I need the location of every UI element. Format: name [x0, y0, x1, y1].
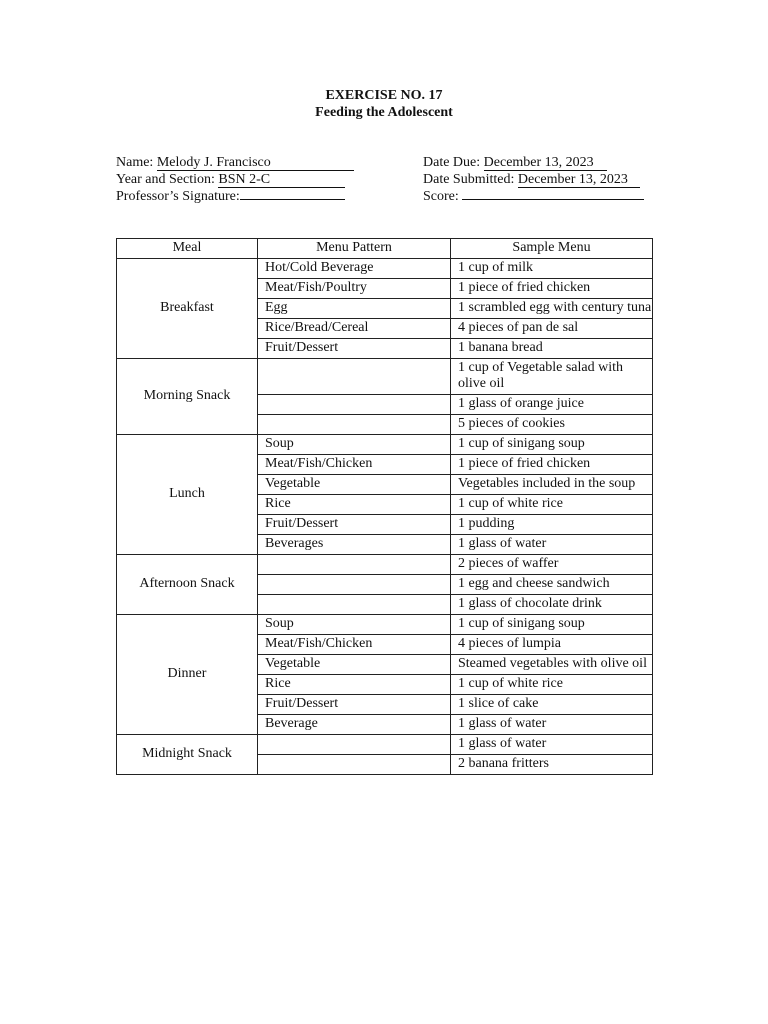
menu-pattern-cell: Soup [258, 614, 451, 634]
menu-pattern-cell: Egg [258, 298, 451, 318]
meal-name-cell: Afternoon Snack [117, 554, 258, 614]
sample-menu-cell: 2 banana fritters [451, 754, 653, 774]
table-row [117, 258, 653, 278]
sample-menu-cell: 1 cup of sinigang soup [451, 614, 653, 634]
header-sample-menu: Sample Menu [451, 239, 653, 259]
menu-pattern-cell [258, 554, 451, 574]
table-row [117, 734, 653, 754]
menu-pattern-cell: Soup [258, 434, 451, 454]
table-row [117, 358, 653, 394]
exercise-subtitle: Feeding the Adolescent [315, 105, 453, 120]
menu-pattern-cell: Vegetable [258, 654, 451, 674]
professor-signature-value[interactable] [240, 199, 345, 200]
menu-pattern-cell: Fruit/Dessert [258, 514, 451, 534]
name-field [116, 154, 354, 171]
date-submitted-label: Date Submitted: [423, 172, 518, 187]
date-submitted-field [423, 171, 640, 188]
menu-pattern-cell [258, 358, 451, 394]
menu-pattern-cell: Fruit/Dessert [258, 338, 451, 358]
meal-name-cell: Dinner [117, 614, 258, 734]
exercise-title: EXERCISE NO. 17 [325, 88, 443, 103]
sample-menu-cell: 1 cup of milk [451, 258, 653, 278]
score-field [423, 188, 644, 205]
sample-menu-cell: 1 glass of water [451, 734, 653, 754]
menu-pattern-cell [258, 754, 451, 774]
table-header-row [117, 239, 653, 259]
menu-pattern-cell: Vegetable [258, 474, 451, 494]
sample-menu-cell: 1 glass of orange juice [451, 394, 653, 414]
sample-menu-cell: 1 pudding [451, 514, 653, 534]
meal-name-cell: Midnight Snack [117, 734, 258, 774]
menu-pattern-cell: Meat/Fish/Chicken [258, 634, 451, 654]
date-due-value[interactable]: December 13, 2023 [484, 155, 607, 171]
year-section-field [116, 171, 345, 188]
sample-menu-cell: 1 glass of water [451, 714, 653, 734]
date-submitted-value[interactable]: December 13, 2023 [518, 172, 640, 188]
menu-pattern-cell: Meat/Fish/Poultry [258, 278, 451, 298]
menu-pattern-cell [258, 594, 451, 614]
date-due-field [423, 154, 607, 171]
sample-menu-cell: 1 egg and cheese sandwich [451, 574, 653, 594]
sample-menu-cell: 1 glass of chocolate drink [451, 594, 653, 614]
score-value[interactable] [462, 199, 644, 200]
menu-pattern-cell: Beverage [258, 714, 451, 734]
meal-name-cell: Lunch [117, 434, 258, 554]
table-row [117, 614, 653, 634]
year-section-value[interactable]: BSN 2-C [218, 172, 345, 188]
sample-menu-cell: Steamed vegetables with olive oil [451, 654, 653, 674]
sample-menu-cell: 1 cup of white rice [451, 494, 653, 514]
sample-menu-cell: 1 scrambled egg with century tuna [451, 298, 653, 318]
name-label: Name: [116, 155, 157, 170]
sample-menu-cell: 1 cup of sinigang soup [451, 434, 653, 454]
menu-pattern-cell: Rice [258, 494, 451, 514]
menu-pattern-cell: Fruit/Dessert [258, 694, 451, 714]
menu-pattern-cell [258, 574, 451, 594]
sample-menu-cell: 1 piece of fried chicken [451, 278, 653, 298]
sample-menu-cell: 1 banana bread [451, 338, 653, 358]
sample-menu-cell: 5 pieces of cookies [451, 414, 653, 434]
menu-pattern-cell: Beverages [258, 534, 451, 554]
table-row [117, 554, 653, 574]
date-due-label: Date Due: [423, 155, 484, 170]
menu-pattern-cell [258, 394, 451, 414]
meal-plan-table [116, 238, 653, 775]
year-section-label: Year and Section: [116, 172, 219, 187]
meal-plan-body [117, 258, 653, 774]
professor-signature-field [116, 188, 345, 205]
name-value[interactable]: Melody J. Francisco [157, 155, 354, 171]
sample-menu-cell: 1 cup of Vegetable salad with olive oil [451, 358, 653, 394]
menu-pattern-cell [258, 734, 451, 754]
menu-pattern-cell: Rice/Bread/Cereal [258, 318, 451, 338]
sample-menu-cell: 1 glass of water [451, 534, 653, 554]
sample-menu-cell: 1 piece of fried chicken [451, 454, 653, 474]
sample-menu-cell: 1 cup of white rice [451, 674, 653, 694]
meal-name-cell: Breakfast [117, 258, 258, 358]
sample-menu-cell: 4 pieces of pan de sal [451, 318, 653, 338]
score-label: Score: [423, 189, 463, 204]
menu-pattern-cell: Meat/Fish/Chicken [258, 454, 451, 474]
sample-menu-cell: 2 pieces of waffer [451, 554, 653, 574]
menu-pattern-cell [258, 414, 451, 434]
sample-menu-cell: 4 pieces of lumpia [451, 634, 653, 654]
menu-pattern-cell: Rice [258, 674, 451, 694]
meal-name-cell: Morning Snack [117, 358, 258, 434]
sample-menu-cell: 1 slice of cake [451, 694, 653, 714]
menu-pattern-cell: Hot/Cold Beverage [258, 258, 451, 278]
table-row [117, 434, 653, 454]
professor-signature-label: Professor’s Signature: [116, 189, 240, 204]
header-menu-pattern: Menu Pattern [258, 239, 451, 259]
sample-menu-cell: Vegetables included in the soup [451, 474, 653, 494]
header-meal: Meal [117, 239, 258, 259]
